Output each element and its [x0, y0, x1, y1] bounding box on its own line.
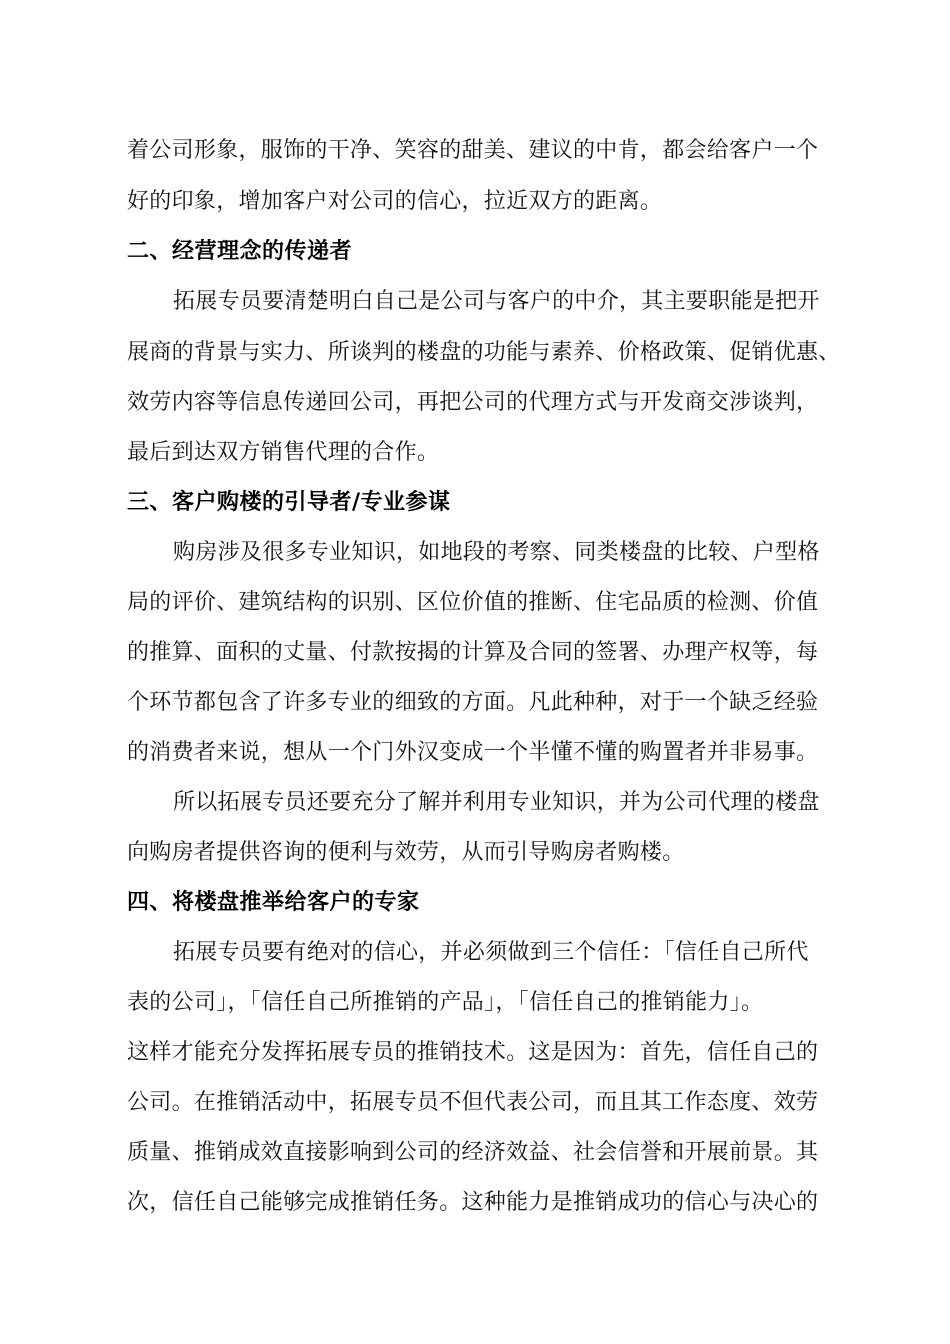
body-text-line: 质量、推销成效直接影响到公司的经济效益、社会信誉和开展前景。其 — [127, 1140, 819, 1165]
body-text-line: 所以拓展专员还要充分了解并利用专业知识，并为公司代理的楼盘 — [173, 790, 820, 815]
body-text-line: 效劳内容等信息传递回公司，再把公司的代理方式与开发商交涉谈判， — [127, 390, 819, 415]
section-heading: 二、经营理念的传递者 — [127, 239, 353, 264]
body-text-line: 的消费者来说，想从一个门外汉变成一个半懂不懂的购置者并非易事。 — [127, 740, 819, 765]
body-text-line: 次，信任自己能够完成推销任务。这种能力是推销成功的信心与决心的 — [127, 1190, 819, 1215]
body-text-line: 着公司形象，服饰的干净、笑容的甜美、建议的中肯，都会给客户一个 — [127, 138, 819, 163]
body-text-line: 好的印象，增加客户对公司的信心，拉近双方的距离。 — [127, 189, 663, 214]
body-text-line: 展商的背景与实力、所谈判的楼盘的功能与素养、价格政策、促销优惠、 — [127, 340, 841, 365]
body-text-line: 最后到达双方销售代理的合作。 — [127, 440, 440, 465]
section-heading: 三、客户购楼的引导者/专业参谋 — [127, 490, 451, 515]
body-text-line: 拓展专员要清楚明白自己是公司与客户的中介，其主要职能是把开 — [173, 289, 820, 314]
body-text-line: 公司。在推销活动中，拓展专员不但代表公司，而且其工作态度、效劳 — [127, 1090, 819, 1115]
body-text-line: 拓展专员要有绝对的信心，并必须做到三个信任：「信任自己所代 — [173, 940, 809, 965]
body-text-line: 购房涉及很多专业知识，如地段的考察、同类楼盘的比较、户型格 — [173, 540, 820, 565]
body-text-line: 个环节都包含了许多专业的细致的方面。凡此种种，对于一个缺乏经验 — [127, 690, 819, 715]
body-text-line: 表的公司」，「信任自己所推销的产品」，「信任自己的推销能力」。 — [127, 990, 764, 1015]
body-text-line: 的推算、面积的丈量、付款按揭的计算及合同的签署、办理产权等，每 — [127, 640, 819, 665]
section-heading: 四、将楼盘推举给客户的专家 — [127, 890, 420, 915]
body-text-line: 局的评价、建筑结构的识别、区位价值的推断、住宅品质的检测、价值 — [127, 590, 819, 615]
body-text-line: 这样才能充分发挥拓展专员的推销技术。这是因为：首先，信任自己的 — [127, 1040, 819, 1065]
body-text-line: 向购房者提供咨询的便利与效劳，从而引导购房者购楼。 — [127, 840, 685, 865]
